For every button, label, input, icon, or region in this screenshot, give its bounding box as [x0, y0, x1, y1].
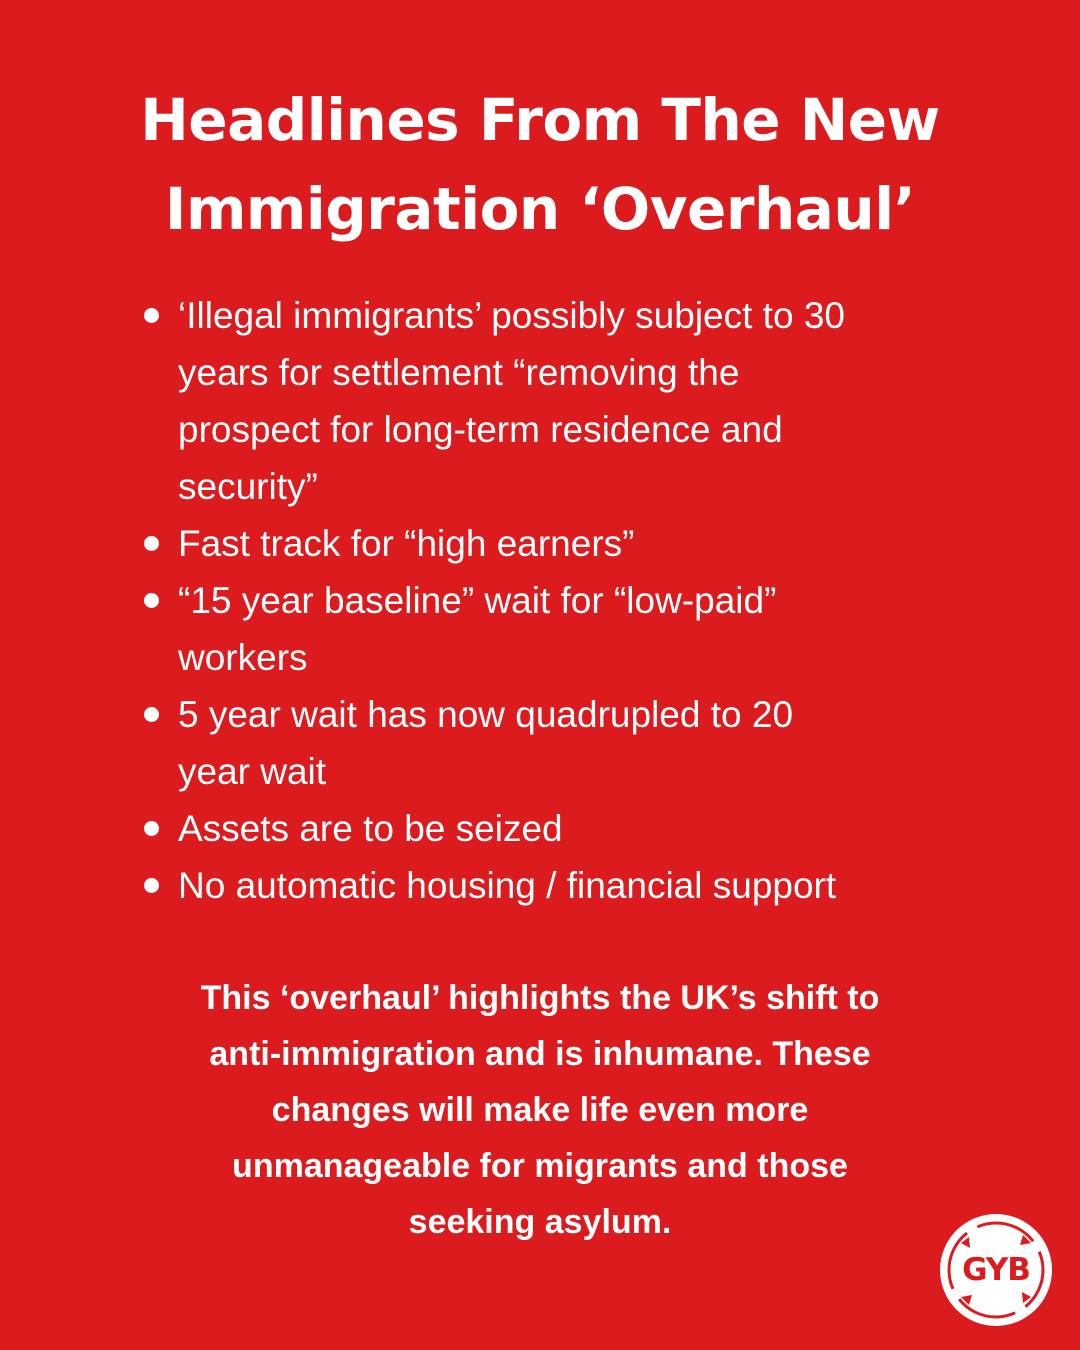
- list-item-assets: [140, 800, 1040, 857]
- summary-line: seeking asylum.: [408, 1203, 672, 1241]
- list-item-text: prospect for long-term residence and: [178, 409, 783, 450]
- summary-line: This ‘overhaul’ highlights the UK’s shift to: [200, 979, 880, 1017]
- list-item-text: Assets are to be seized: [178, 808, 563, 849]
- list-item-text: ‘Illegal immigrants’ possibly subject to 30: [178, 295, 845, 336]
- summary-line: unmanageable for migrants and those: [232, 1147, 848, 1185]
- list-item-text: No automatic housing / financial support: [178, 865, 837, 906]
- list-item-support: [140, 857, 1040, 914]
- list-item-baseline: [140, 572, 1040, 686]
- list-item-text: 5 year wait has now quadrupled to 20: [178, 694, 794, 735]
- gyb-logo: [939, 1213, 1053, 1327]
- bullet-dot-icon: [144, 878, 159, 893]
- list-item-wait: [140, 686, 1040, 800]
- list-item-text: years for settlement “removing the: [178, 352, 740, 393]
- list-item-fast-track: [140, 515, 1040, 572]
- page-title: [60, 76, 1020, 254]
- title-line-1: Headlines From The New: [140, 86, 940, 154]
- list-item-settlement: [140, 287, 1040, 515]
- bullet-dot-icon: [144, 821, 159, 836]
- summary-line: anti-immigration and is inhumane. These: [209, 1035, 871, 1073]
- title-line-2: Immigration ‘Overhaul’: [164, 175, 916, 243]
- bullet-dot-icon: [144, 593, 159, 608]
- bullet-dot-icon: [144, 308, 159, 323]
- bullet-dot-icon: [144, 536, 159, 551]
- list-item-text: workers: [178, 637, 308, 678]
- headline-list: [140, 287, 1040, 914]
- logo-text: GYB: [962, 1252, 1030, 1288]
- summary-line: changes will make life even more: [271, 1091, 809, 1129]
- bullet-dot-icon: [144, 707, 159, 722]
- list-item-text: Fast track for “high earners”: [178, 523, 635, 564]
- list-item-text: security”: [178, 466, 318, 507]
- list-item-text: “15 year baseline” wait for “low-paid”: [178, 580, 777, 621]
- summary-paragraph: [90, 970, 990, 1250]
- list-item-text: year wait: [178, 751, 327, 792]
